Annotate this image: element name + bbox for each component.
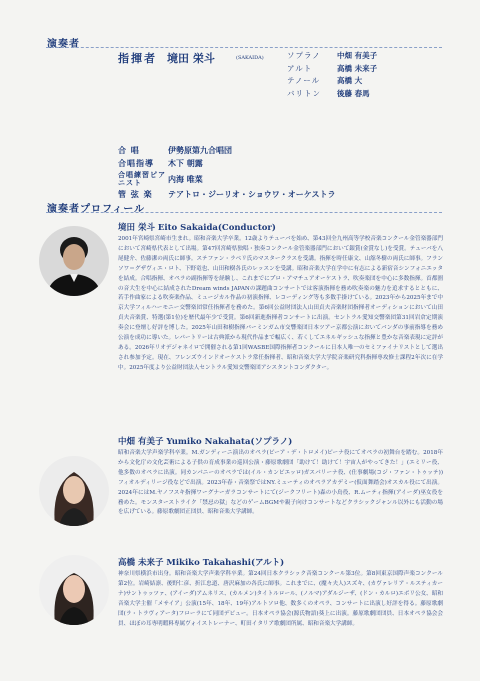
profile-text: 昭和音楽大学声楽学科卒業。M.ガンディーニ演出のオペラ(ピーア・デ・トロメイ)ピーナ役にてオペラの初舞台を踏む。2018年から文化庁の文化芸術による子供の育成事業の巡回公演・藤原歌劇団「助けて！助けて！宇宙人がやってきた！」(エミリー役、他多数のオペラに出演。同カンパニーのオペラでは(イル・カンピエッロ)ガスパリーナ役、(仕事劇場(コジ・ファン・トゥッテ))フィオルディリージ役などで出演。2023年春・音楽祭ではNY.ミューティのオペラアカデミー(仮面舞踏会)オスカル役にて出演。2024年にはM.ヤノフスキ指揮ワーグナーガラコンサートにて(ジークフリート)森の小鳥役、R.ムーティ指揮(アイーダ)巫女役を務めた。モンスターストライク「禁忌の獄」などのゲームBGMや親子向けコンサートなどクラシックジャンル以外にも活動の場を広げている。藤原歌劇団正団員、昭和音楽大学講師。 (118, 450, 443, 516)
soloist-row (287, 50, 377, 63)
soprano-photo (39, 456, 109, 526)
soloist-name: 中畑 有美子 (337, 51, 378, 60)
profile-name: 中畑 有美子 Yumiko Nakahata(ソプラノ) (118, 437, 293, 447)
conductor-romaji: (SAKAIDA) (236, 55, 264, 61)
ensemble-name: テアトロ・ジーリオ・ショウワ・オーケストラ (168, 189, 336, 199)
profile-text: 神奈川県横浜市出身。昭和音楽大学声楽学科卒業。第24回日本クラシック音楽コンクール第3位。第8回東京国際声楽コンクール第2位。岩崎結凛、後野仁彦、折江忠道、唐沢麻加の各氏に師事。これまでに、(魔々夫人)スズキ、(カヴァレリア・ルスティカーナ)サントゥッツァ、(アイーダ)アムネリス、(カルメン)タイトルロール、(ノルマ)アダルジーザ、(ドン・カルロ)エボリ公女、昭和音楽大学主催「メサイア」公演(15年、18年、19年)アルトソロ他、数多くのオペラ、コンサートに出演し好評を得る。藤原歌劇団(ラ・トラヴィアータ)フローラにて同団デビュー。日本オペラ協会(源氏物語)葵上に出演。藤原歌劇団団員、日本オペラ協会会員、ほぼの耳専明暇料専属ヴォイストレーナー、町田イタリア歌劇団所属、昭和音楽大学講師。 (118, 571, 443, 627)
ensemble-row (118, 188, 335, 201)
profile-name: 高橋 未来子 Mikiko Takahashi(アルト) (118, 558, 285, 568)
soloist-name: 後藤 春馬 (337, 88, 370, 98)
conductor-role: 指揮者 (118, 52, 157, 65)
ensemble-name: 木下 朝露 (168, 158, 203, 168)
ensemble-role: 合唱練習ピアニスト (118, 170, 166, 187)
soloist-voice: ソプラノ (287, 51, 321, 60)
ensemble-name: 伊勢原第九合唱団 (168, 145, 232, 155)
ensemble-row (118, 144, 335, 157)
ensemble-row (118, 157, 335, 170)
soloist-voice: アルト (287, 63, 313, 73)
soloist-name: 高橋 大 (337, 76, 363, 85)
profiles-divider (46, 212, 442, 213)
ensemble-role: 合唱指導 (118, 158, 154, 168)
ensemble-role: 管 弦 楽 (118, 189, 153, 199)
performers-heading: 演奏者 (47, 39, 80, 50)
ensemble-list (118, 144, 335, 201)
soloist-voice: バリトン (287, 88, 321, 98)
soloist-name: 高橋 未来子 (337, 63, 378, 73)
soloist-row (287, 88, 377, 101)
profile-text: 2001年宮崎県宮崎市生まれ。昭和音楽大学卒業。12歳よりテューバを始め、第43回全九州高等学校音楽コンクール金管楽器部門において宮崎県代表として出場。第47回宮崎県独唱・独奏コンクール金管楽器部門において銀賞(金賞なし)を受賞。テューバを八尾健介、佐藤潔の両氏に師事。ステファン・ラベリ氏のマスタークラスを受講。指揮を時任康文、山舘冬樹の両氏に師事。フランソワ＝グザヴィエ・ロト、下野竜也、山田和樹各氏のレッスンを受講。昭和音楽大学在学中に有志による新宿音シンフォニエッタを結成。合唱指揮、オペラの副指揮等を経験し、これまでにプロ・アマチュアオーケストラ、吹奏楽団を中心に多数指揮。首都圏の音大生を中心に結成されたDream winds JAPANの課題曲コンサートでは客演指揮を務め吹奏楽の魅力を追求するとともに、若手作曲家による吹奏楽作品、ミュージカル作品の初演指揮、レコーディング等も多数手掛けている。2023年から2025年まで中京大学フィルハーモニー交響楽団常任指揮者を務めた。第6回公益財団法人山田貞夫音楽財団指揮者オーディションにおいて山田貞夫音楽賞、特選(第1位)を歴代最年少で受賞。第6回新進指揮者コンサートに出演。セントラル愛知交響楽団第31回岩倉定期演奏会に登壇し好評を博した。2025年山田和樹指揮バーミンガム市交響楽団日本ツアー京都公演においてバンダの事前指導を務め公演を成功に導いた。レパートリーは古典派から現代作品まで幅広く、若くしてエネルギッシュな指揮と豊かな音楽表現に定評がある。2026年リオデジャネイロで開催される第1回WASBE国際指揮者コンクールに日本人唯一のセミファイナリストとして選出され参加予定。現在、フレンズウインドオーケストラ常任指揮者、昭和音楽大学大学院音楽研究科指揮専攻修士課程2年次に在学中。2025年度より公益財団法人セントラル愛知交響楽団アシスタントコンダクター。 (118, 236, 443, 371)
conductor-name: 境田 栄斗 (167, 52, 215, 65)
soloist-voice: テノール (287, 76, 321, 85)
alto-photo (39, 555, 109, 625)
ensemble-row (118, 171, 335, 187)
performers-divider (46, 47, 442, 48)
soloist-row (287, 63, 377, 76)
soloist-row (287, 75, 377, 88)
profile-name: 境田 栄斗 Eito Sakaida(Conductor) (118, 223, 276, 233)
ensemble-role: 合 唱 (118, 145, 140, 155)
conductor-photo (39, 226, 109, 296)
ensemble-name: 内海 唯菜 (168, 173, 203, 184)
soloist-list (287, 50, 377, 100)
profiles-heading: 演奏者プロフィール (47, 204, 145, 215)
